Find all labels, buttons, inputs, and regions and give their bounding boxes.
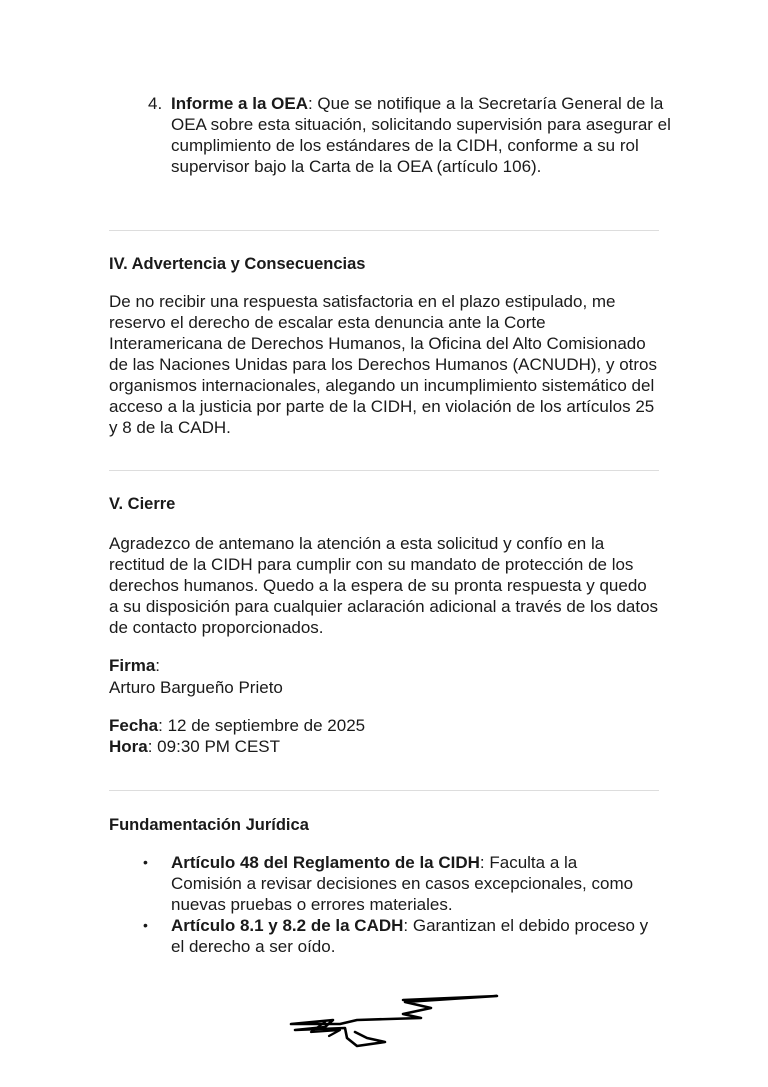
hora-label: Hora	[109, 737, 148, 756]
list-item	[143, 852, 663, 915]
legal-basis-heading: Fundamentación Jurídica	[109, 816, 309, 834]
fecha-label: Fecha	[109, 716, 159, 735]
signature-icon	[285, 990, 505, 1055]
section-heading-iv: IV. Advertencia y Consecuencias	[109, 255, 366, 273]
list-item-text	[171, 93, 671, 177]
section-divider	[109, 470, 659, 471]
list-item-label: Informe a la OEA	[171, 94, 308, 113]
list-item-label: Artículo 48 del Reglamento de la CIDH	[171, 853, 480, 872]
list-item-body: : Garantizan el debido proceso y el derecho a ser oído.	[171, 916, 649, 956]
list-item-body: : Faculta a la Comisión a revisar decisiones en casos excepcionales, como nuevas pruebas o errores materiales.	[171, 853, 634, 914]
firma-sep: :	[155, 656, 161, 675]
legal-basis-list	[143, 852, 663, 957]
hora-value: : 09:30 PM CEST	[147, 737, 281, 756]
list-number: 4.	[148, 94, 163, 113]
list-item-label: Artículo 8.1 y 8.2 de la CADH	[171, 916, 404, 935]
section-divider	[109, 230, 659, 231]
section-divider	[109, 790, 659, 791]
list-item-text	[171, 852, 651, 915]
section-iv-body: De no recibir una respuesta satisfactoria en el plazo estipulado, me reservo el derecho de escalar esta denuncia ante la Corte Interamericana de Derechos Humanos, la Oficina del Alto Comisionado de las Naciones Unidas para los Derechos Humanos (ACNUDH), y otros organismos internacionales, alegando un incumplimiento sistemático del acceso a la justicia por parte de la CIDH, en violación de los artículos 25 y 8 de la CADH.	[109, 292, 657, 437]
firma-label: Firma	[109, 656, 156, 675]
list-item-text	[171, 915, 651, 957]
signer-name: Arturo Bargueño Prieto	[109, 678, 283, 697]
list-item-body: : Que se notifique a la Secretaría General de la OEA sobre esta situación, solicitando supervisión para asegurar el cumplimiento de los estándares de la CIDH, conforme a su rol supervisor bajo la Carta de la OEA (artículo 106).	[171, 94, 671, 176]
hora-line	[109, 736, 659, 757]
bullet-icon: •	[143, 854, 148, 870]
firma-line	[109, 655, 659, 676]
bullet-icon: •	[143, 917, 148, 933]
fecha-value: : 12 de septiembre de 2025	[158, 716, 366, 735]
list-item	[143, 915, 663, 957]
section-v-body: Agradezco de antemano la atención a esta solicitud y confío en la rectitud de la CIDH para cumplir con su mandato de protección de los derechos humanos. Quedo a la espera de su pronta respuesta y quedo a su disposición para cualquier aclaración adicional a través de los datos de contacto proporcionados.	[109, 534, 659, 637]
fecha-line	[109, 715, 659, 736]
section-heading-v: V. Cierre	[109, 495, 176, 513]
